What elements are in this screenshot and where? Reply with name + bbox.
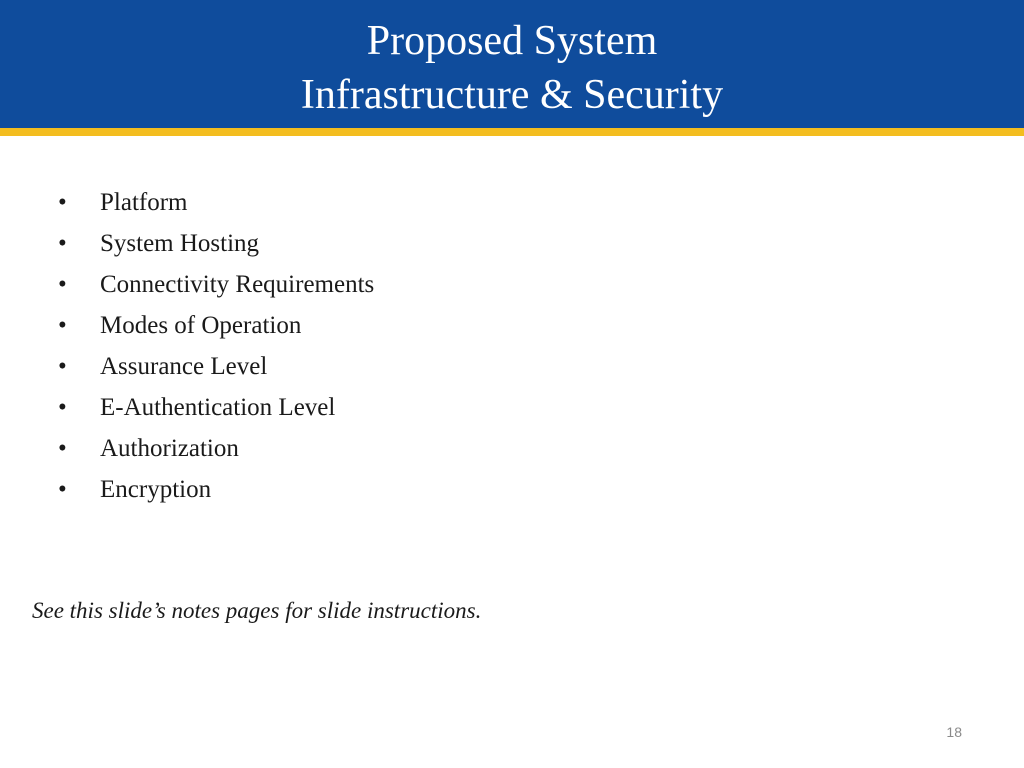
- bullet-text: Assurance Level: [100, 353, 268, 380]
- slide-title: [0, 14, 1024, 122]
- bullet-text: Encryption: [100, 476, 212, 503]
- bullet-icon: •: [58, 189, 67, 216]
- bullet-item-e-authentication-level: [58, 387, 374, 428]
- bullet-item-encryption: [58, 469, 374, 510]
- bullet-item-assurance-level: [58, 346, 374, 387]
- bullet-text: Modes of Operation: [100, 312, 302, 339]
- bullet-icon: •: [58, 271, 67, 298]
- slide-title-line-1: Proposed System: [366, 18, 658, 64]
- bullet-text: System Hosting: [100, 230, 260, 257]
- bullet-icon: •: [58, 476, 67, 503]
- slide-instructions-note: See this slide’s notes pages for slide instructions.: [32, 598, 482, 623]
- bullet-item-modes-of-operation: [58, 305, 374, 346]
- title-banner: [0, 0, 1024, 128]
- bullet-icon: •: [58, 394, 67, 421]
- bullet-text: Authorization: [100, 435, 239, 462]
- bullet-text: Connectivity Requirements: [100, 271, 375, 298]
- bullet-icon: •: [58, 312, 67, 339]
- title-accent-stripe: [0, 128, 1024, 136]
- bullet-icon: •: [58, 353, 67, 380]
- bullet-text: E-Authentication Level: [100, 394, 336, 421]
- bullet-item-system-hosting: [58, 223, 374, 264]
- bullet-icon: •: [58, 435, 67, 462]
- bullet-item-connectivity-requirements: [58, 264, 374, 305]
- bullet-item-platform: [58, 182, 374, 223]
- bullet-item-authorization: [58, 428, 374, 469]
- slide-title-line-2: Infrastructure & Security: [300, 72, 724, 118]
- bullet-list: [58, 182, 374, 510]
- bullet-icon: •: [58, 230, 67, 257]
- bullet-text: Platform: [100, 189, 188, 216]
- page-number: 18: [946, 724, 962, 740]
